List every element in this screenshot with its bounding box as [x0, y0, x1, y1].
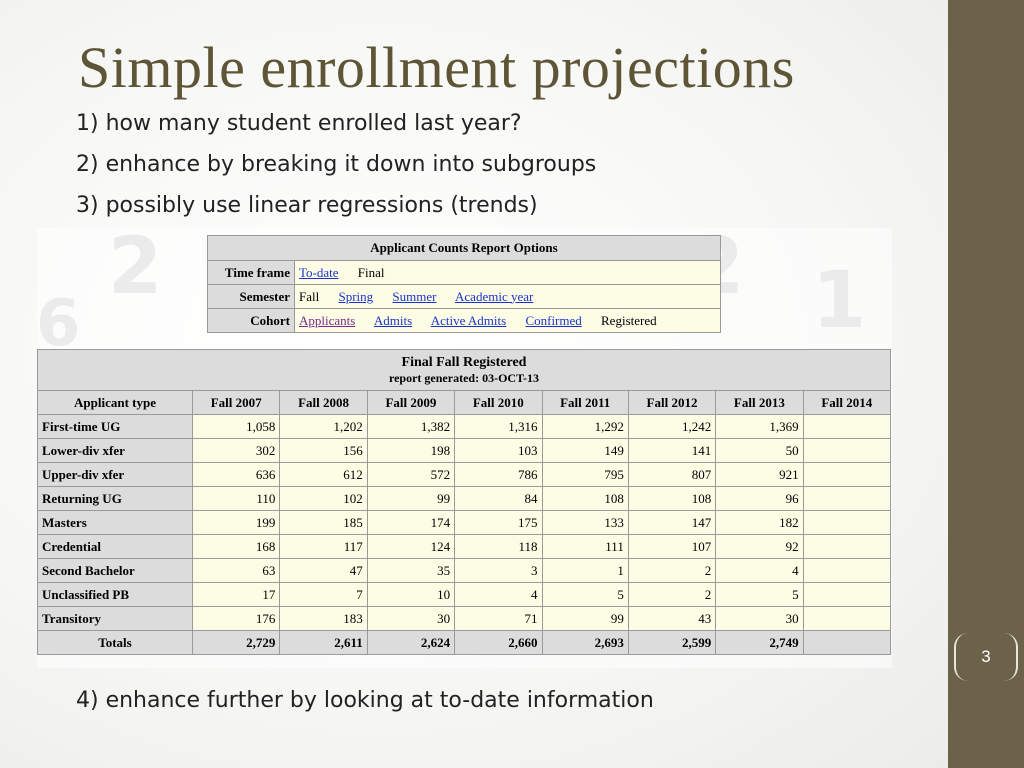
total-cell: 2,660 — [455, 631, 542, 655]
data-cell: 612 — [280, 463, 367, 487]
data-cell — [803, 439, 890, 463]
data-cell — [803, 487, 890, 511]
option-final: Final — [357, 264, 385, 280]
data-cell: 30 — [367, 607, 454, 631]
data-cell: 1 — [542, 559, 628, 583]
data-cell: 102 — [280, 487, 367, 511]
data-cell — [803, 535, 890, 559]
row-label: Masters — [38, 511, 193, 535]
data-cell: 17 — [193, 583, 280, 607]
data-cell: 111 — [542, 535, 628, 559]
data-cell: 3 — [455, 559, 542, 583]
data-cell: 572 — [367, 463, 454, 487]
data-cell: 5 — [716, 583, 803, 607]
data-cell: 7 — [280, 583, 367, 607]
data-cell: 50 — [716, 439, 803, 463]
data-cell: 63 — [193, 559, 280, 583]
bullet-1: 1) how many student enrolled last year? — [76, 111, 522, 136]
data-cell: 1,202 — [280, 415, 367, 439]
option-label: Cohort — [208, 309, 295, 333]
data-cell: 807 — [628, 463, 715, 487]
row-label: Credential — [38, 535, 193, 559]
data-cell: 1,292 — [542, 415, 628, 439]
options-row-timeframe — [208, 261, 721, 285]
bullet-4: 4) enhance further by looking at to-date information — [76, 688, 654, 713]
link-confirmed[interactable]: Confirmed — [525, 312, 582, 328]
data-cell — [803, 583, 890, 607]
data-cell: 133 — [542, 511, 628, 535]
data-cell: 636 — [193, 463, 280, 487]
option-registered: Registered — [601, 312, 657, 328]
data-cell: 47 — [280, 559, 367, 583]
enrollment-report-table — [37, 349, 891, 655]
table-row — [38, 511, 891, 535]
data-cell: 1,242 — [628, 415, 715, 439]
link-to-date[interactable]: To-date — [299, 264, 339, 280]
data-cell: 108 — [628, 487, 715, 511]
row-label: Returning UG — [38, 487, 193, 511]
option-label: Semester — [208, 285, 295, 309]
link-applicants[interactable]: Applicants — [299, 312, 356, 328]
bullet-2: 2) enhance by breaking it down into subgroups — [76, 152, 597, 177]
data-cell: 185 — [280, 511, 367, 535]
data-cell: 4 — [716, 559, 803, 583]
data-cell: 176 — [193, 607, 280, 631]
data-cell: 174 — [367, 511, 454, 535]
data-cell: 110 — [193, 487, 280, 511]
data-cell: 118 — [455, 535, 542, 559]
data-cell: 182 — [716, 511, 803, 535]
page-number: 3 — [981, 647, 991, 666]
total-cell: 2,624 — [367, 631, 454, 655]
data-cell — [803, 511, 890, 535]
table-row — [38, 415, 891, 439]
row-label: Unclassified PB — [38, 583, 193, 607]
column-header: Fall 2013 — [716, 391, 803, 415]
table-row — [38, 439, 891, 463]
option-fall: Fall — [299, 288, 320, 304]
data-cell: 786 — [455, 463, 542, 487]
option-label: Time frame — [208, 261, 295, 285]
report-caption — [38, 350, 891, 391]
data-cell: 141 — [628, 439, 715, 463]
link-academic-year[interactable]: Academic year — [455, 288, 534, 304]
row-label: Transitory — [38, 607, 193, 631]
option-values — [295, 285, 721, 309]
options-title: Applicant Counts Report Options — [208, 236, 721, 261]
data-cell: 302 — [193, 439, 280, 463]
column-header: Fall 2012 — [628, 391, 715, 415]
page-number-frame — [954, 633, 1018, 681]
column-header: Fall 2008 — [280, 391, 367, 415]
total-cell: 2,729 — [193, 631, 280, 655]
data-cell: 99 — [367, 487, 454, 511]
table-row — [38, 487, 891, 511]
row-label: Second Bachelor — [38, 559, 193, 583]
report-title: Final Fall Registered — [401, 354, 527, 370]
table-row — [38, 535, 891, 559]
link-summer[interactable]: Summer — [392, 288, 437, 304]
row-label: Lower-div xfer — [38, 439, 193, 463]
bullet-3: 3) possibly use linear regressions (trends) — [76, 193, 538, 218]
data-cell: 1,058 — [193, 415, 280, 439]
total-cell: 2,599 — [628, 631, 715, 655]
data-cell — [803, 463, 890, 487]
data-cell: 2 — [628, 583, 715, 607]
totals-row — [38, 631, 891, 655]
totals-label: Totals — [38, 631, 193, 655]
data-cell: 71 — [455, 607, 542, 631]
data-cell: 124 — [367, 535, 454, 559]
options-row-semester — [208, 285, 721, 309]
data-cell: 183 — [280, 607, 367, 631]
data-cell: 35 — [367, 559, 454, 583]
column-header: Fall 2014 — [803, 391, 890, 415]
data-cell: 4 — [455, 583, 542, 607]
total-cell: 2,611 — [280, 631, 367, 655]
data-cell: 30 — [716, 607, 803, 631]
data-cell: 5 — [542, 583, 628, 607]
data-cell: 1,382 — [367, 415, 454, 439]
option-values — [295, 309, 721, 333]
data-cell: 156 — [280, 439, 367, 463]
total-cell: 2,693 — [542, 631, 628, 655]
column-header: Fall 2009 — [367, 391, 454, 415]
column-header: Fall 2010 — [455, 391, 542, 415]
report-subtitle: report generated: 03-OCT-13 — [389, 370, 539, 385]
slide-title: Simple enrollment projections — [78, 35, 795, 100]
data-cell: 84 — [455, 487, 542, 511]
data-cell: 149 — [542, 439, 628, 463]
data-cell: 92 — [716, 535, 803, 559]
column-header: Fall 2007 — [193, 391, 280, 415]
data-cell: 1,316 — [455, 415, 542, 439]
data-cell — [803, 559, 890, 583]
data-cell: 96 — [716, 487, 803, 511]
data-cell: 921 — [716, 463, 803, 487]
table-row — [38, 463, 891, 487]
total-cell — [803, 631, 890, 655]
data-cell: 108 — [542, 487, 628, 511]
data-cell: 99 — [542, 607, 628, 631]
data-cell: 10 — [367, 583, 454, 607]
data-cell: 147 — [628, 511, 715, 535]
data-cell: 117 — [280, 535, 367, 559]
column-header: Applicant type — [38, 391, 193, 415]
data-cell: 103 — [455, 439, 542, 463]
data-cell: 43 — [628, 607, 715, 631]
link-admits[interactable]: Admits — [373, 312, 413, 328]
row-label: First-time UG — [38, 415, 193, 439]
data-cell: 199 — [193, 511, 280, 535]
table-row — [38, 559, 891, 583]
option-values — [295, 261, 721, 285]
total-cell: 2,749 — [716, 631, 803, 655]
data-cell: 175 — [455, 511, 542, 535]
table-row — [38, 607, 891, 631]
report-options-table — [207, 235, 721, 333]
report-body — [38, 415, 891, 631]
data-cell: 795 — [542, 463, 628, 487]
data-cell — [803, 607, 890, 631]
row-label: Upper-div xfer — [38, 463, 193, 487]
page-number-badge — [948, 612, 1024, 702]
options-row-cohort — [208, 309, 721, 333]
table-row — [38, 583, 891, 607]
data-cell: 2 — [628, 559, 715, 583]
data-cell: 1,369 — [716, 415, 803, 439]
data-cell: 168 — [193, 535, 280, 559]
data-cell: 107 — [628, 535, 715, 559]
column-header: Fall 2011 — [542, 391, 628, 415]
report-header-row — [38, 391, 891, 415]
data-cell: 198 — [367, 439, 454, 463]
link-active-admits[interactable]: Active Admits — [430, 312, 507, 328]
link-spring[interactable]: Spring — [338, 288, 374, 304]
data-cell — [803, 415, 890, 439]
